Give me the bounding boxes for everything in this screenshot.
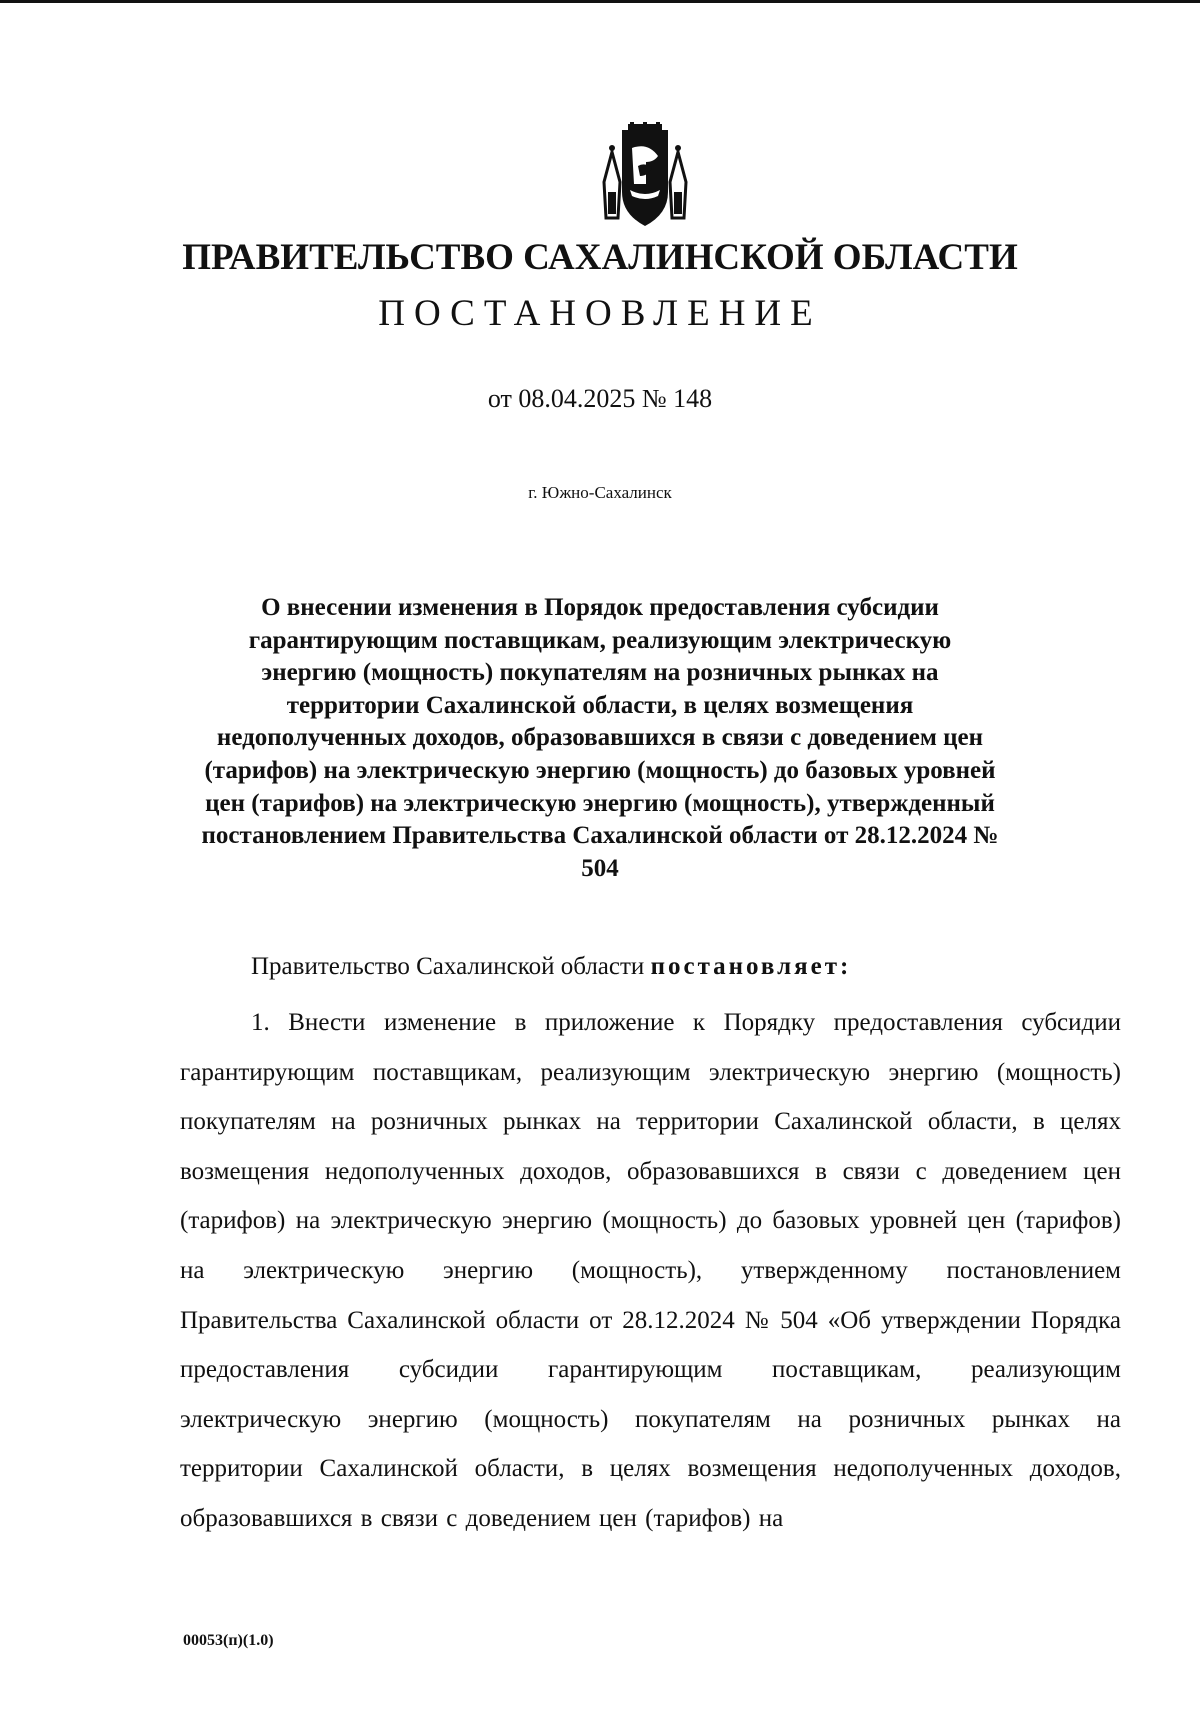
document-type: ПОСТАНОВЛЕНИЕ bbox=[378, 293, 822, 334]
resolution-intro bbox=[251, 953, 851, 981]
form-code: 00053(п)(1.0) bbox=[183, 1632, 274, 1649]
intro-prefix: Правительство Сахалинской области bbox=[251, 953, 651, 980]
intro-verb: постановляет: bbox=[650, 953, 852, 980]
scan-top-edge bbox=[0, 0, 1200, 3]
decree-date-number: от 08.04.2025 № 148 bbox=[487, 384, 713, 413]
decree-subject-title: О внесении изменения в Порядок предоставления субсидии гарантирующим поставщикам, реализующим электрическую энергию (мощность) покупателям на розничных рынках на территории Сахалинской области, в целях возмещения недополученных доходов, образовавшихся в связи с доведением цен (тарифов) на электрическую энергию (мощность) до базовых уровней цен (тарифов) на электрическую энергию (мощность), утвержденный постановлением Правительства Сахалинской области от 28.12.2024 № 504 bbox=[201, 594, 999, 882]
government-title: ПРАВИТЕЛЬСТВО САХАЛИНСКОЙ ОБЛАСТИ bbox=[182, 237, 1018, 278]
paragraph-1: 1. Внести изменение в приложение к Порядку предоставления субсидии гарантирующим поставщикам, реализующим электрическую энергию (мощность) покупателям на розничных рынках на территории Сахалинской области, в целях возмещения недополученных доходов, образовавшихся в связи с доведением цен (тарифов) на электрическую энергию (мощность) до базовых уровней цен (тарифов) на электрическую энергию (мощность), утвержденному постановлением Правительства Сахалинской области от 28.12.2024 № 504 «Об утверждении Порядка предоставления субсидии гарантирующим поставщикам, реализующим электрическую энергию (мощность) покупателям на розничных рынках на территории Сахалинской области, в целях возмещения недополученных доходов, образовавшихся в связи с доведением цен (тарифов) на bbox=[180, 1009, 1121, 1532]
issue-city: г. Южно-Сахалинск bbox=[528, 483, 672, 502]
sakhalin-coat-of-arms-icon bbox=[598, 122, 692, 230]
